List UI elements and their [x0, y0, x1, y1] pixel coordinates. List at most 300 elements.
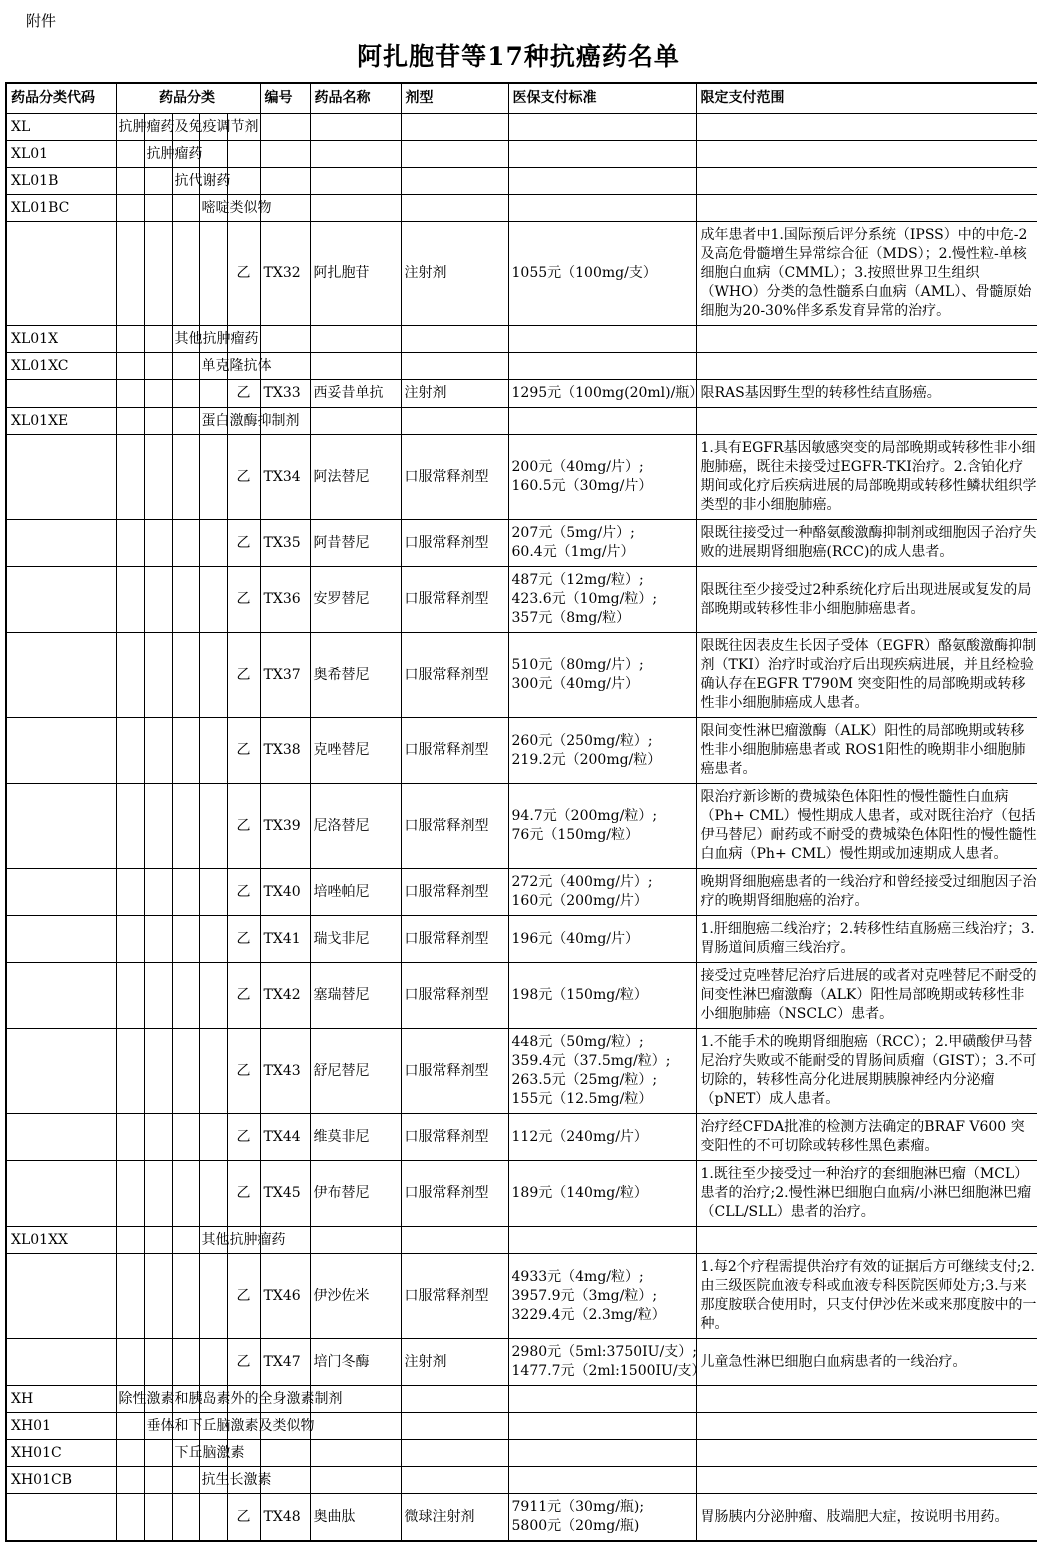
empty-cell — [401, 195, 508, 222]
empty-cell — [401, 408, 508, 435]
payment-standard-cell — [508, 784, 696, 869]
dosage-form-cell: 口服常释剂型 — [401, 1029, 508, 1114]
classification-subcell — [172, 195, 199, 222]
empty-cell — [696, 1440, 1037, 1467]
drug-number-cell: TX45 — [260, 1161, 310, 1227]
pay-class-cell: 乙 — [227, 380, 260, 408]
classification-subcell — [199, 1029, 227, 1114]
drug-number-cell: TX34 — [260, 435, 310, 520]
classification-subcell — [172, 963, 199, 1029]
empty-cell — [260, 326, 310, 353]
pay-class-cell: 乙 — [227, 1339, 260, 1386]
empty-cell — [508, 1386, 696, 1413]
classification-subcell — [144, 1254, 172, 1339]
price-line: 1295元（100mg(20ml)/瓶） — [511, 385, 704, 401]
classification-subcell — [116, 1161, 144, 1227]
category-row — [6, 1227, 1037, 1254]
payment-standard-cell — [508, 869, 696, 916]
classification-subcell — [172, 380, 199, 408]
drug-name-cell: 克唑替尼 — [310, 718, 401, 784]
empty-code-cell — [6, 784, 116, 869]
classification-subcell — [116, 869, 144, 916]
drug-number-cell: TX33 — [260, 380, 310, 408]
classification-subcell — [172, 435, 199, 520]
classification-subcell — [144, 1114, 172, 1161]
drug-number-cell: TX32 — [260, 222, 310, 326]
category-row — [6, 114, 1037, 141]
empty-cell — [401, 1386, 508, 1413]
dosage-form-cell: 口服常释剂型 — [401, 718, 508, 784]
dosage-form-cell: 口服常释剂型 — [401, 1254, 508, 1339]
classification-subcell — [172, 869, 199, 916]
category-label: 蛋白激酶抑制剂 — [201, 412, 300, 429]
empty-code-cell — [6, 520, 116, 567]
category-label: 抗生长激素 — [201, 1471, 272, 1488]
classification-subcell — [172, 718, 199, 784]
empty-cell — [260, 141, 310, 168]
classification-subcell — [116, 520, 144, 567]
empty-cell — [508, 141, 696, 168]
dosage-form-cell: 口服常释剂型 — [401, 784, 508, 869]
header-drug-name: 药品名称 — [310, 83, 401, 114]
category-code-cell: XL01X — [6, 326, 116, 353]
drug-row — [6, 916, 1037, 963]
payment-scope-cell: 胃肠胰内分泌肿瘤、肢端肥大症，按说明书用药。 — [696, 1494, 1037, 1542]
classification-subcell — [116, 718, 144, 784]
payment-scope-cell: 限既往接受过一种酪氨酸激酶抑制剂或细胞因子治疗失败的进展期肾细胞癌(RCC)的成人患者。 — [696, 520, 1037, 567]
classification-subcell — [172, 353, 199, 380]
drug-number-cell: TX36 — [260, 567, 310, 633]
drug-name-cell: 阿法替尼 — [310, 435, 401, 520]
price-line: 263.5元（25mg/粒）; — [511, 1072, 658, 1088]
classification-subcell — [144, 408, 172, 435]
price-line: 1477.7元（2ml:1500IU/支） — [511, 1363, 706, 1379]
empty-cell — [508, 195, 696, 222]
empty-cell — [508, 326, 696, 353]
empty-cell — [310, 353, 401, 380]
classification-subcell — [116, 1440, 144, 1467]
empty-code-cell — [6, 633, 116, 718]
price-line: 155元（12.5mg/粒） — [511, 1091, 653, 1107]
pay-class-cell: 乙 — [227, 222, 260, 326]
price-line: 207元（5mg/片）; — [511, 525, 635, 541]
classification-subcell — [116, 963, 144, 1029]
classification-subcell — [116, 916, 144, 963]
empty-cell — [310, 1467, 401, 1494]
payment-standard-cell — [508, 567, 696, 633]
classification-subcell — [172, 222, 199, 326]
payment-standard-cell — [508, 1494, 696, 1542]
drug-number-cell: TX37 — [260, 633, 310, 718]
category-row — [6, 195, 1037, 222]
payment-standard-cell — [508, 380, 704, 408]
classification-subcell — [172, 1494, 199, 1542]
classification-subcell — [199, 408, 300, 435]
pay-class-cell: 乙 — [227, 784, 260, 869]
classification-subcell — [116, 353, 144, 380]
empty-cell — [696, 141, 1037, 168]
classification-subcell — [199, 916, 227, 963]
price-line: 357元（8mg/粒） — [511, 610, 631, 626]
price-line: 196元（40mg/片） — [511, 930, 640, 947]
classification-subcell — [116, 1029, 144, 1114]
dosage-form-cell: 口服常释剂型 — [401, 633, 508, 718]
drug-name-cell: 瑞戈非尼 — [310, 916, 401, 963]
empty-cell — [401, 141, 508, 168]
payment-scope-cell: 限既往因表皮生长因子受体（EGFR）酪氨酸激酶抑制剂（TKI）治疗时或治疗后出现疾病进展，并且经检验确认存在EGFR T790M 突变阳性的局部晚期或转移性非小细胞肺癌成人患者。 — [696, 633, 1037, 718]
payment-scope-cell: 限既往至少接受过2种系统化疗后出现进展或复发的局部晚期或转移性非小细胞肺癌患者。 — [696, 567, 1037, 633]
drug-number-cell: TX47 — [260, 1339, 310, 1386]
classification-subcell — [144, 141, 203, 168]
classification-subcell — [144, 633, 172, 718]
payment-scope-cell: 晚期肾细胞癌患者的一线治疗和曾经接受过细胞因子治疗的晚期肾细胞癌的治疗。 — [696, 869, 1037, 916]
classification-subcell — [199, 141, 227, 168]
drug-number-cell: TX40 — [260, 869, 310, 916]
header-classification: 药品分类 — [116, 83, 260, 114]
empty-code-cell — [6, 1494, 116, 1542]
price-line: 60.4元（1mg/片） — [511, 544, 635, 560]
dosage-form-cell: 口服常释剂型 — [401, 435, 508, 520]
payment-scope-cell: 成年患者中1.国际预后评分系统（IPSS）中的中危-2及高危骨髓增生异常综合征（MDS）；2.慢性粒-单核细胞白血病（CMML）；3.按照世界卫生组织（WHO）分类的急性髓系白血病（AML）、骨髓原始细胞为20-30%伴多系发育异常的治疗。 — [696, 222, 1037, 326]
payment-standard-cell — [508, 633, 696, 718]
classification-subcell — [199, 435, 227, 520]
empty-code-cell — [6, 1114, 116, 1161]
empty-cell — [696, 1227, 1037, 1254]
classification-subcell — [116, 435, 144, 520]
empty-cell — [508, 114, 696, 141]
empty-cell — [310, 408, 401, 435]
empty-code-cell — [6, 1161, 116, 1227]
drug-name-cell: 培门冬酶 — [310, 1339, 401, 1386]
empty-cell — [401, 168, 508, 195]
empty-code-cell — [6, 869, 116, 916]
drug-name-cell: 阿昔替尼 — [310, 520, 401, 567]
classification-subcell — [199, 1161, 227, 1227]
classification-subcell — [144, 353, 172, 380]
classification-subcell — [172, 520, 199, 567]
payment-standard-cell — [508, 1114, 696, 1161]
drug-number-cell: TX48 — [260, 1494, 310, 1542]
empty-cell — [696, 1467, 1037, 1494]
table-body — [6, 114, 1037, 1542]
pay-class-cell: 乙 — [227, 520, 260, 567]
price-line: 198元（150mg/粒） — [511, 987, 648, 1003]
classification-subcell — [199, 1494, 227, 1542]
classification-subcell — [199, 784, 227, 869]
drug-name-cell: 安罗替尼 — [310, 567, 401, 633]
category-code-cell: XL01B — [6, 168, 116, 195]
empty-cell — [401, 1413, 508, 1440]
empty-cell — [260, 1440, 310, 1467]
category-code-cell: XL01 — [6, 141, 116, 168]
classification-subcell — [172, 1227, 199, 1254]
classification-subcell — [144, 435, 172, 520]
classification-subcell — [199, 567, 227, 633]
empty-cell — [508, 1227, 696, 1254]
classification-subcell — [116, 633, 144, 718]
classification-subcell — [116, 1467, 144, 1494]
payment-standard-cell — [508, 916, 696, 963]
classification-subcell — [172, 1339, 199, 1386]
classification-subcell — [116, 168, 144, 195]
classification-subcell — [199, 963, 227, 1029]
payment-scope-cell: 1.每2个疗程需提供治疗有效的证据后方可继续支付;2.由三级医院血液专科或血液专科医院医师处方;3.与来那度胺联合使用时，只支付伊沙佐米或来那度胺中的一种。 — [696, 1254, 1037, 1339]
drug-name-cell: 舒尼替尼 — [310, 1029, 401, 1114]
drug-row — [6, 435, 1037, 520]
classification-subcell — [144, 784, 172, 869]
payment-scope-cell: 1.肝细胞癌二线治疗；2.转移性结直肠癌三线治疗；3.胃肠道间质瘤三线治疗。 — [696, 916, 1037, 963]
classification-subcell — [172, 1254, 199, 1339]
classification-subcell — [172, 916, 199, 963]
dosage-form-cell: 口服常释剂型 — [401, 1114, 508, 1161]
empty-cell — [696, 114, 1037, 141]
classification-subcell — [199, 195, 272, 222]
classification-subcell — [199, 1339, 227, 1386]
classification-subcell — [172, 326, 259, 353]
header-row — [6, 83, 1037, 114]
category-label: 垂体和下丘脑激素及类似物 — [146, 1417, 315, 1434]
classification-subcell — [144, 869, 172, 916]
drug-row — [6, 718, 1037, 784]
drug-row — [6, 1114, 1037, 1161]
drug-row — [6, 963, 1037, 1029]
classification-subcell — [116, 114, 259, 141]
drug-name-cell: 塞瑞替尼 — [310, 963, 401, 1029]
pay-class-cell: 乙 — [227, 567, 260, 633]
empty-code-cell — [6, 916, 116, 963]
drug-number-cell: TX38 — [260, 718, 310, 784]
drug-list-table — [5, 82, 1037, 1542]
dosage-form-cell: 微球注射剂 — [401, 1494, 508, 1542]
empty-cell — [508, 1467, 696, 1494]
drug-row — [6, 222, 1037, 326]
classification-subcell — [116, 784, 144, 869]
classification-subcell — [172, 633, 199, 718]
category-code-cell: XL01XX — [6, 1227, 116, 1254]
classification-subcell — [199, 869, 227, 916]
drug-row — [6, 1339, 1037, 1386]
drug-number-cell: TX43 — [260, 1029, 310, 1114]
category-row — [6, 326, 1037, 353]
empty-code-cell — [6, 222, 116, 326]
classification-subcell — [144, 1494, 172, 1542]
drug-row — [6, 1494, 1037, 1542]
empty-code-cell — [6, 435, 116, 520]
drug-row — [6, 1254, 1037, 1339]
drug-number-cell: TX39 — [260, 784, 310, 869]
drug-name-cell: 伊沙佐米 — [310, 1254, 401, 1339]
dosage-form-cell: 口服常释剂型 — [401, 916, 508, 963]
category-code-cell: XL01XC — [6, 353, 116, 380]
classification-subcell — [144, 1339, 172, 1386]
price-line: 4933元（4mg/粒）; — [511, 1268, 644, 1285]
classification-subcell — [116, 567, 144, 633]
classification-subcell — [144, 380, 172, 408]
drug-name-cell: 伊布替尼 — [310, 1161, 401, 1227]
category-row — [6, 168, 1037, 195]
dosage-form-cell: 注射剂 — [401, 1339, 508, 1386]
classification-subcell — [227, 141, 260, 168]
empty-code-cell — [6, 1029, 116, 1114]
price-line: 2980元（5ml:3750IU/支）; — [511, 1344, 697, 1360]
price-line: 423.6元（10mg/粒）; — [511, 591, 658, 607]
header-payment-scope: 限定支付范围 — [696, 83, 1037, 114]
drug-name-cell: 奥曲肽 — [310, 1494, 401, 1542]
payment-standard-cell — [508, 435, 696, 520]
payment-scope-cell: 1.具有EGFR基因敏感突变的局部晚期或转移性非小细胞肺癌，既往未接受过EGFR-TKI治疗。2.含铂化疗期间或化疗后疾病进展的局部晚期或转移性鳞状组织学类型的非小细胞肺癌。 — [696, 435, 1037, 520]
category-row — [6, 1413, 1037, 1440]
classification-subcell — [116, 1386, 343, 1413]
drug-row — [6, 784, 1037, 869]
drug-number-cell: TX35 — [260, 520, 310, 567]
pay-class-cell: 乙 — [227, 1254, 260, 1339]
empty-cell — [508, 408, 696, 435]
empty-cell — [508, 1413, 696, 1440]
price-line: 7911元（30mg/瓶); — [511, 1499, 645, 1515]
empty-cell — [401, 1467, 508, 1494]
pay-class-cell: 乙 — [227, 963, 260, 1029]
classification-subcell — [172, 1029, 199, 1114]
price-line: 448元（50mg/粒）; — [511, 1034, 644, 1050]
payment-standard-cell — [508, 963, 696, 1029]
category-label: 其他抗肿瘤药 — [201, 1231, 286, 1248]
classification-subcell — [116, 326, 144, 353]
classification-subcell — [116, 195, 144, 222]
category-label: 单克隆抗体 — [201, 357, 272, 374]
pay-class-cell: 乙 — [227, 718, 260, 784]
empty-cell — [260, 168, 310, 195]
classification-subcell — [144, 1161, 172, 1227]
dosage-form-cell: 口服常释剂型 — [401, 567, 508, 633]
header-dosage-form: 剂型 — [401, 83, 508, 114]
classification-subcell — [116, 1413, 144, 1440]
pay-class-cell: 乙 — [227, 1494, 260, 1542]
drug-row — [6, 633, 1037, 718]
classification-subcell — [116, 1494, 144, 1542]
empty-cell — [696, 1413, 1037, 1440]
category-row — [6, 1440, 1037, 1467]
empty-cell — [401, 353, 508, 380]
category-label: 除性激素和胰岛素外的全身激素制剂 — [118, 1390, 343, 1407]
empty-code-cell — [6, 1339, 116, 1386]
price-line: 219.2元（200mg/粒） — [511, 751, 662, 768]
price-line: 94.7元（200mg/粒）; — [511, 808, 658, 824]
classification-subcell — [144, 1467, 172, 1494]
empty-cell — [508, 353, 696, 380]
drug-row — [6, 380, 1037, 408]
price-line: 1055元（100mg/支） — [511, 265, 657, 281]
header-classification-code: 药品分类代码 — [6, 83, 116, 114]
category-row — [6, 408, 1037, 435]
classification-subcell — [199, 718, 227, 784]
drug-row — [6, 1029, 1037, 1114]
dosage-form-cell: 口服常释剂型 — [401, 520, 508, 567]
category-row — [6, 1467, 1037, 1494]
empty-cell — [508, 1440, 696, 1467]
classification-subcell — [199, 520, 227, 567]
classification-subcell — [227, 168, 260, 195]
category-code-cell: XH — [6, 1386, 116, 1413]
empty-cell — [696, 353, 1037, 380]
classification-subcell — [199, 1227, 286, 1254]
empty-cell — [310, 114, 401, 141]
empty-cell — [310, 195, 401, 222]
payment-standard-cell — [508, 1161, 696, 1227]
classification-subcell — [144, 520, 172, 567]
empty-code-cell — [6, 1254, 116, 1339]
payment-standard-cell — [508, 520, 696, 567]
classification-subcell — [144, 718, 172, 784]
category-code-cell: XH01C — [6, 1440, 116, 1467]
category-label: 抗肿瘤药 — [146, 145, 203, 162]
classification-subcell — [199, 353, 272, 380]
price-line: 510元（80mg/片）; — [511, 657, 644, 673]
classification-subcell — [116, 1339, 144, 1386]
price-line: 272元（400mg/片）; — [511, 874, 653, 890]
empty-cell — [401, 1440, 508, 1467]
classification-subcell — [144, 326, 172, 353]
classification-subcell — [116, 1114, 144, 1161]
classification-subcell — [144, 195, 172, 222]
classification-subcell — [116, 380, 144, 408]
empty-cell — [260, 114, 310, 141]
category-code-cell: XL01BC — [6, 195, 116, 222]
empty-cell — [310, 168, 401, 195]
dosage-form-cell: 口服常释剂型 — [401, 1161, 508, 1227]
payment-standard-cell — [508, 1254, 696, 1339]
empty-cell — [310, 1440, 401, 1467]
price-line: 189元（140mg/粒） — [511, 1185, 648, 1201]
classification-subcell — [116, 1227, 144, 1254]
category-code-cell: XH01 — [6, 1413, 116, 1440]
attachment-label: 附件 — [26, 12, 57, 30]
payment-standard-cell — [508, 1029, 696, 1114]
drug-number-cell: TX46 — [260, 1254, 310, 1339]
classification-subcell — [199, 222, 227, 326]
drug-number-cell: TX44 — [260, 1114, 310, 1161]
drug-row — [6, 567, 1037, 633]
drug-name-cell: 奥希替尼 — [310, 633, 401, 718]
empty-code-cell — [6, 567, 116, 633]
category-label: 下丘脑激素 — [174, 1444, 245, 1461]
empty-cell — [310, 1227, 401, 1254]
empty-cell — [696, 195, 1037, 222]
drug-row — [6, 520, 1037, 567]
drug-name-cell: 培唑帕尼 — [310, 869, 401, 916]
category-row — [6, 141, 1037, 168]
payment-scope-cell: 限间变性淋巴瘤激酶（ALK）阳性的局部晚期或转移性非小细胞肺癌患者或 ROS1阳性的晚期非小细胞肺癌患者。 — [696, 718, 1037, 784]
pay-class-cell: 乙 — [227, 1114, 260, 1161]
payment-scope-cell: 接受过克唑替尼治疗后进展的或者对克唑替尼不耐受的间变性淋巴瘤激酶（ALK）阳性局部晚期或转移性非小细胞肺癌（NSCLC）患者。 — [696, 963, 1037, 1029]
classification-subcell — [116, 222, 144, 326]
empty-code-cell — [6, 963, 116, 1029]
drug-name-cell: 西妥昔单抗 — [310, 380, 401, 408]
payment-scope-cell: 限RAS基因野生型的转移性结直肠癌。 — [696, 380, 1037, 408]
classification-subcell — [172, 1467, 199, 1494]
dosage-form-cell: 注射剂 — [401, 380, 508, 408]
category-label: 抗肿瘤药及免疫调节剂 — [118, 118, 259, 135]
price-line: 487元（12mg/粒）; — [511, 572, 644, 588]
payment-standard-cell — [508, 718, 696, 784]
category-row — [6, 1386, 1037, 1413]
price-line: 200元（40mg/片）; — [511, 459, 644, 475]
price-line: 300元（40mg/片） — [511, 676, 640, 692]
pay-class-cell: 乙 — [227, 633, 260, 718]
category-label: 抗代谢药 — [174, 172, 231, 189]
classification-subcell — [144, 1413, 315, 1440]
classification-subcell — [172, 1114, 199, 1161]
classification-subcell — [199, 1467, 272, 1494]
